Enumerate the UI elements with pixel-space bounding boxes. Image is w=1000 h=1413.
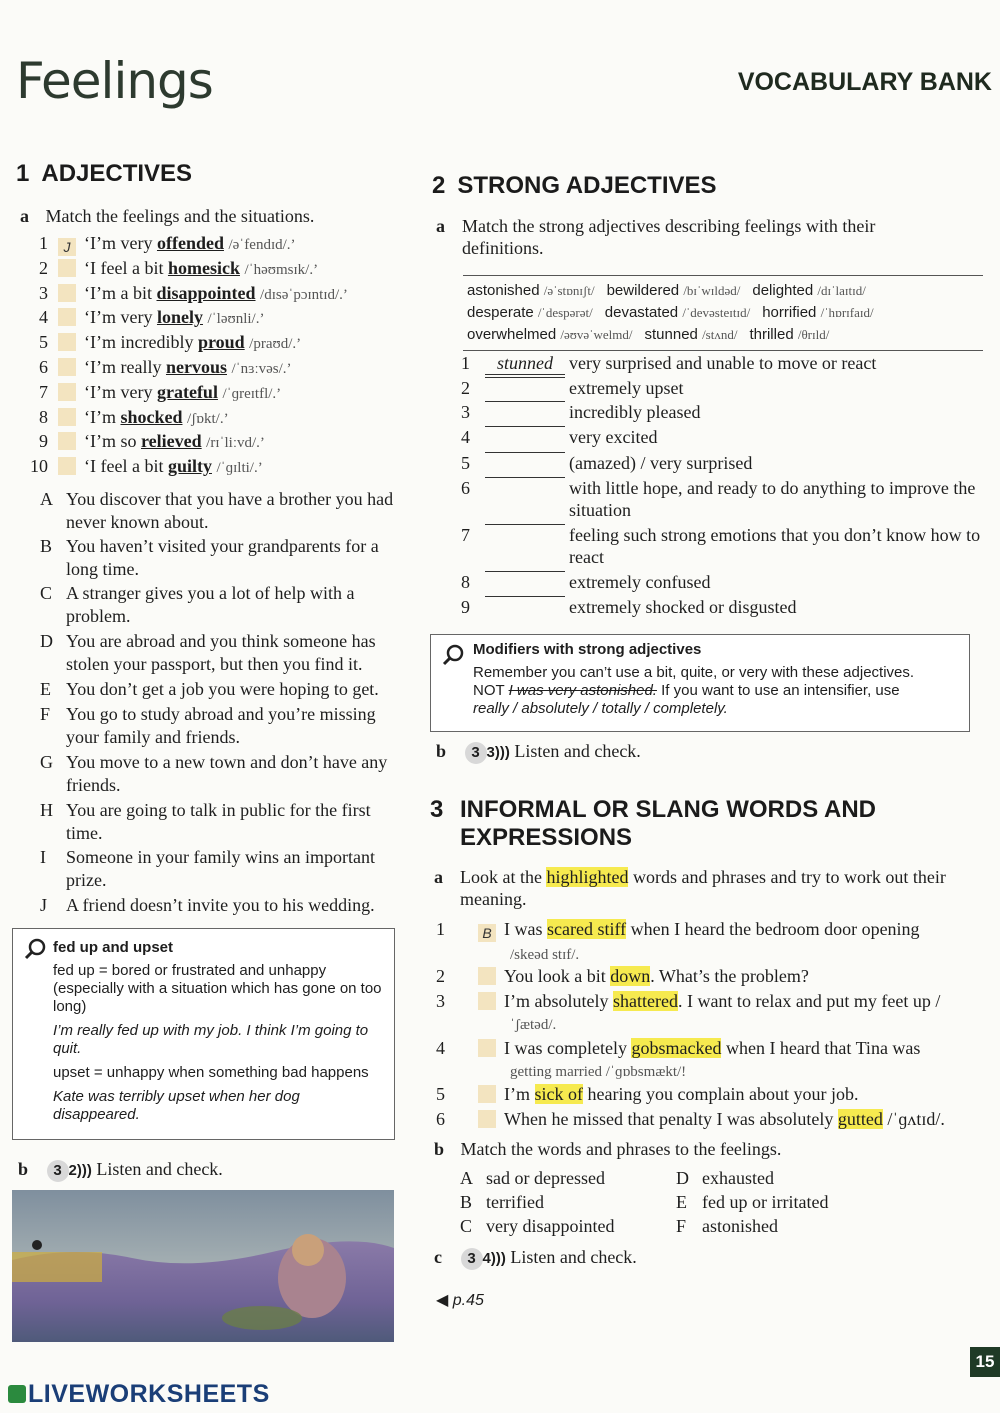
- word-bank-item: [607, 280, 741, 302]
- situation-text: A friend doesn’t invite you to his wedding.: [66, 895, 375, 915]
- note-modifiers: [430, 634, 970, 732]
- continuation-text: /skeəd stɪf/.: [510, 947, 580, 963]
- situation-item: [40, 894, 400, 917]
- slang-item: [436, 965, 976, 987]
- item-number: 1: [436, 919, 445, 939]
- feeling-item: [460, 1214, 614, 1238]
- feeling-text: fed up or irritated: [702, 1192, 829, 1212]
- pronunciation: /dɪˈlaɪtɪd/: [817, 283, 866, 298]
- magnifier-icon: [23, 937, 47, 961]
- s1-instruction-b: [18, 1158, 223, 1182]
- photo-sad-girl-field: [12, 1190, 394, 1342]
- adjective-item: [22, 331, 301, 355]
- sentence-prefix: I’m: [504, 1084, 535, 1104]
- adjective-item: [22, 406, 229, 430]
- audio-track-icon[interactable]: 3 4))): [461, 1248, 506, 1270]
- situation-text: You are going to talk in public for the first time.: [66, 800, 371, 843]
- back-arrow-icon: ◀: [436, 1292, 449, 1309]
- word-bank-item: [645, 324, 738, 346]
- feeling-letter: E: [676, 1192, 687, 1212]
- highlighted-phrase: down: [610, 966, 651, 986]
- quote-prefix: ‘I’m: [84, 406, 121, 427]
- situation-letter: J: [40, 895, 48, 915]
- highlighted-word: highlighted: [546, 867, 629, 887]
- item-number: 8: [39, 406, 48, 427]
- continuation-text: ˈʃætəd/.: [510, 1017, 557, 1033]
- instruction-text: Listen and check.: [514, 741, 641, 761]
- section-label: INFORMAL OR SLANG WORDS AND EXPRESSIONS: [460, 796, 876, 851]
- item-number: 2: [461, 378, 470, 398]
- definition-item: [461, 452, 981, 474]
- item-number: 4: [436, 1038, 445, 1058]
- bank-word: thrilled: [749, 326, 794, 343]
- instruction-text: Match the feelings and the situations.: [45, 206, 315, 226]
- adjective-item: [22, 430, 265, 454]
- situation-letter: H: [40, 800, 53, 820]
- s3-instruction-c: [434, 1246, 637, 1270]
- highlighted-phrase: scared stiff: [547, 919, 627, 939]
- item-number: 2: [436, 966, 445, 986]
- situation-text: You don’t get a job you were hoping to get.: [66, 679, 379, 699]
- feeling-text: terrified: [486, 1192, 544, 1212]
- answer-blank[interactable]: [485, 452, 565, 453]
- item-number: 2: [39, 257, 48, 278]
- situation-item: [40, 535, 400, 581]
- definition-item: [461, 352, 981, 374]
- pronunciation: /ˈdespərət/: [537, 305, 593, 320]
- answer-box[interactable]: [58, 383, 76, 401]
- situation-letter: E: [40, 679, 51, 699]
- item-number: 5: [436, 1084, 445, 1104]
- answer-blank[interactable]: [485, 401, 565, 402]
- adjective-word: offended: [156, 233, 224, 253]
- quote-prefix: ‘I’m a bit: [84, 282, 157, 303]
- word-bank: [463, 275, 983, 351]
- adjective-item: [22, 282, 348, 306]
- item-letter: c: [434, 1247, 442, 1267]
- note-title: fed up and upset: [53, 939, 173, 956]
- instruction-text: Listen and check.: [96, 1159, 223, 1179]
- adjective-word: relieved: [141, 431, 202, 452]
- sentence-suffix: hearing you complain about your job.: [583, 1084, 859, 1104]
- answer-box[interactable]: [478, 967, 496, 985]
- definition-text: (amazed) / very surprised: [569, 453, 753, 473]
- s2-instruction-a: [436, 215, 936, 259]
- quote-prefix: ‘I’m very: [84, 307, 157, 328]
- instruction-text: Match the strong adjectives describing feelings with their definitions.: [462, 216, 876, 258]
- definition-item: [461, 426, 981, 448]
- page-title: Feelings: [16, 52, 213, 110]
- item-number: 3: [436, 991, 445, 1011]
- item-number: 6: [436, 1109, 445, 1129]
- feeling-item: [676, 1166, 774, 1190]
- item-number: 1: [461, 353, 470, 373]
- quote-prefix: ‘I’m very: [84, 381, 157, 402]
- item-number: 1: [39, 233, 48, 253]
- situation-text: You move to a new town and don’t have any friends.: [66, 752, 388, 795]
- definition-item: [461, 377, 981, 399]
- situation-letter: A: [40, 489, 53, 509]
- item-number: 9: [39, 431, 48, 452]
- item-number: 4: [39, 307, 48, 328]
- pronunciation: /ˈɡreɪtfl/.’: [222, 385, 282, 402]
- pronunciation: /ˈləʊnli/.’: [207, 311, 265, 328]
- item-number: 6: [461, 478, 470, 498]
- section-label: ADJECTIVES: [41, 160, 193, 187]
- situation-text: Someone in your family wins an important prize.: [66, 847, 375, 890]
- quote-prefix: ‘I’m very: [84, 233, 157, 253]
- continuation-text: getting married /ˈɡɒbsmækt/!: [510, 1064, 687, 1080]
- definition-text: incredibly pleased: [569, 402, 701, 422]
- adjective-item: [22, 257, 318, 281]
- situation-item: [40, 846, 400, 892]
- note-fed-up-upset: [12, 928, 395, 1140]
- section-1-title: [16, 160, 192, 188]
- quote-prefix: ‘I feel a bit: [84, 456, 168, 477]
- answer-box[interactable]: B: [478, 924, 496, 942]
- sentence-suffix: /ˈɡʌtɪd/.: [882, 1109, 945, 1129]
- answer-box[interactable]: [478, 1039, 496, 1057]
- slang-item: [436, 990, 976, 1036]
- definition-text: extremely shocked or disgusted: [569, 597, 797, 617]
- situation-text: A stranger gives you a lot of help with a problem.: [66, 583, 355, 626]
- item-number: 6: [39, 357, 48, 377]
- pronunciation: /ʃɒkt/.’: [187, 410, 229, 427]
- note-example: Kate was terribly upset when her dog disappeared.: [53, 1088, 300, 1123]
- definition-text: extremely confused: [569, 572, 711, 592]
- situation-item: [40, 582, 400, 628]
- audio-track-icon[interactable]: 3 3))): [465, 742, 510, 764]
- adjective-item: [22, 232, 296, 256]
- answer-blank[interactable]: stunned: [485, 352, 565, 375]
- situation-item: [40, 630, 400, 676]
- item-number: 5: [461, 453, 470, 473]
- section-number: 1: [16, 160, 30, 187]
- continuation-line: [510, 1012, 976, 1036]
- answer-blank[interactable]: [485, 571, 565, 572]
- item-number: 4: [461, 427, 470, 447]
- pronunciation: /praʊd/.’: [249, 336, 302, 353]
- adjective-word: shocked: [120, 406, 183, 427]
- note-line: fed up = bored or frustrated and unhappy (especially with a situation which has gone on too long): [53, 962, 382, 1015]
- word-bank-item: [467, 302, 593, 324]
- item-letter: a: [20, 206, 29, 226]
- answer-box[interactable]: [58, 432, 76, 450]
- note-title: Modifiers with strong adjectives: [473, 641, 702, 658]
- slang-item: [436, 1108, 976, 1130]
- feeling-letter: C: [460, 1216, 473, 1236]
- answer-box[interactable]: [478, 992, 496, 1010]
- feeling-item: [460, 1166, 605, 1190]
- item-number: 5: [39, 332, 48, 353]
- brand-logo: LIVEWORKSHEETS: [8, 1380, 270, 1409]
- slang-item: [436, 1037, 976, 1083]
- situation-item: [40, 678, 400, 701]
- situation-letter: D: [40, 631, 53, 651]
- continuation-line: [510, 942, 976, 966]
- instruction-text: Listen and check.: [510, 1247, 637, 1267]
- slang-item: [436, 1083, 976, 1105]
- page-reference-link[interactable]: ◀ p.45: [436, 1292, 484, 1309]
- definition-item: [461, 401, 981, 423]
- item-number: 7: [461, 525, 470, 545]
- magnifier-icon: [441, 643, 465, 667]
- feeling-text: very disappointed: [486, 1216, 615, 1236]
- feeling-letter: B: [460, 1192, 473, 1212]
- feeling-item: [676, 1214, 778, 1238]
- feeling-item: [460, 1190, 544, 1214]
- word-bank-item: [605, 302, 750, 324]
- s3-instruction-b: [434, 1138, 781, 1160]
- section-2-title: [432, 172, 717, 200]
- answer-box[interactable]: [58, 333, 76, 351]
- pronunciation: /ˈhəʊmsɪk/.’: [244, 261, 319, 278]
- highlighted-phrase: gutted: [837, 1109, 883, 1129]
- adjective-item: [22, 381, 281, 405]
- situation-letter: G: [40, 752, 53, 772]
- item-letter: a: [434, 867, 443, 887]
- word-bank-item: [467, 324, 633, 346]
- word-bank-item: [749, 324, 829, 346]
- sentence-suffix: when I heard the bedroom door opening: [626, 919, 920, 939]
- adjective-item: [22, 356, 292, 380]
- definition-text: extremely upset: [569, 378, 684, 398]
- bank-word: devastated: [604, 304, 679, 321]
- sentence-suffix: when I heard that Tina was: [721, 1038, 921, 1058]
- item-number: 3: [39, 282, 48, 303]
- adjective-word: lonely: [156, 307, 203, 328]
- answer-box[interactable]: [58, 358, 76, 376]
- pronunciation: /ˈhɒrɪfaɪd/: [820, 305, 874, 320]
- definition-item: [461, 477, 981, 521]
- answer-box[interactable]: J: [58, 238, 76, 256]
- sentence-prefix: When he missed that penalty I was absolutely: [504, 1109, 838, 1129]
- pronunciation: /əʊvəˈwelmd/: [560, 327, 633, 342]
- situation-text: You go to study abroad and you’re missing your family and friends.: [66, 704, 376, 747]
- answer-box[interactable]: [58, 408, 76, 426]
- note-example: really / absolutely / totally / completely.: [473, 700, 728, 717]
- pronunciation: /ˈɡɪlti/.’: [216, 460, 263, 477]
- pronunciation: /θrɪld/: [797, 327, 830, 342]
- item-letter: a: [436, 216, 445, 236]
- page-number: 15: [970, 1347, 1000, 1377]
- word-bank-item: [467, 280, 595, 302]
- s1-instruction-a: [20, 205, 314, 227]
- quote-prefix: ‘I’m really: [84, 357, 166, 377]
- sentence-suffix: . What’s the problem?: [650, 966, 809, 986]
- feeling-item: [676, 1190, 828, 1214]
- section-heading: VOCABULARY BANK: [737, 68, 992, 96]
- definition-item: [461, 571, 981, 593]
- feeling-text: sad or depressed: [486, 1168, 605, 1188]
- pronunciation: /bɪˈwɪldəd/: [683, 283, 741, 298]
- feeling-letter: F: [676, 1216, 687, 1236]
- adjective-word: disappointed: [156, 282, 256, 303]
- continuation-line: [510, 1059, 976, 1083]
- bank-word: bewildered: [606, 282, 680, 299]
- pronunciation: /əˈfendɪd/.’: [228, 237, 296, 253]
- answer-blank[interactable]: [485, 477, 565, 478]
- pronunciation: /ˈdevəsteɪtɪd/: [682, 305, 751, 320]
- adjective-item: [22, 306, 264, 330]
- section-label: STRONG ADJECTIVES: [457, 172, 717, 199]
- definition-text: very surprised and unable to move or react: [569, 353, 877, 373]
- feeling-text: astonished: [702, 1216, 778, 1236]
- situation-letter: C: [40, 583, 53, 603]
- s2-instruction-b: [436, 740, 641, 764]
- highlighted-phrase: sick of: [534, 1084, 583, 1104]
- feeling-text: exhausted: [702, 1168, 774, 1188]
- sentence-prefix: You look a bit: [504, 966, 611, 986]
- sentence-prefix: I’m absolutely: [504, 991, 613, 1011]
- quote-prefix: ‘I’m so: [84, 431, 141, 452]
- situation-item: [40, 703, 400, 749]
- section-number: 3: [430, 796, 444, 823]
- pronunciation: /ˈnɜːvəs/.’: [231, 361, 292, 377]
- answer-blank[interactable]: [485, 524, 565, 525]
- item-number: 8: [461, 572, 470, 592]
- answer-box[interactable]: [58, 284, 76, 302]
- pronunciation: /rɪˈliːvd/.’: [206, 435, 265, 452]
- feeling-letter: D: [676, 1168, 689, 1188]
- item-number: 3: [461, 402, 470, 422]
- situation-item: [40, 488, 400, 534]
- section-number: 2: [432, 172, 446, 199]
- highlighted-phrase: shattered: [612, 991, 678, 1011]
- item-number: 7: [39, 381, 48, 402]
- adjective-word: proud: [197, 332, 245, 353]
- adjective-word: grateful: [156, 381, 218, 402]
- item-letter: b: [434, 1139, 445, 1159]
- situation-text: You discover that you have a brother you had never known about.: [66, 489, 394, 532]
- bank-word: delighted: [752, 282, 814, 299]
- answer-box[interactable]: [478, 1110, 496, 1128]
- note-example: I’m really fed up with my job. I think I’m going to quit.: [53, 1022, 369, 1057]
- answer-blank[interactable]: [485, 426, 565, 427]
- bank-word: stunned: [644, 326, 698, 343]
- situation-text: You haven’t visited your grandparents for a long time.: [66, 536, 379, 579]
- item-number: 9: [461, 597, 470, 617]
- definition-text: with little hope, and ready to do anything to improve the situation: [569, 478, 976, 520]
- pronunciation: /stʌnd/: [702, 327, 738, 342]
- definition-item: [461, 596, 981, 618]
- logo-icon: [8, 1385, 26, 1403]
- answer-blank[interactable]: [485, 377, 565, 378]
- bank-word: astonished: [467, 282, 540, 299]
- answer-box[interactable]: [58, 259, 76, 277]
- item-letter: b: [18, 1159, 29, 1179]
- note-line: Remember you can’t use a bit, quite, or very with these adjectives.: [473, 664, 915, 681]
- quote-prefix: ‘I’m incredibly: [84, 332, 198, 353]
- definition-text: very excited: [569, 427, 658, 447]
- answer-box[interactable]: [58, 457, 76, 475]
- quote-prefix: ‘I feel a bit: [84, 257, 168, 278]
- definition-item: [461, 524, 981, 568]
- adjective-item: [22, 455, 263, 479]
- word-bank-item: [762, 302, 873, 324]
- bank-word: overwhelmed: [467, 326, 557, 343]
- answer-box[interactable]: [58, 308, 76, 326]
- slang-item: [436, 918, 976, 966]
- adjective-word: homesick: [167, 257, 240, 278]
- sentence-suffix: . I want to relax and put my feet up /: [677, 991, 941, 1011]
- adjective-word: guilty: [167, 456, 212, 477]
- item-letter: b: [436, 741, 447, 761]
- situation-letter: B: [40, 536, 53, 556]
- pronunciation: /dɪsəˈpɔɪntɪd/.’: [260, 286, 348, 303]
- instruction-text: Match the words and phrases to the feelings.: [460, 1139, 782, 1159]
- situation-item: [40, 799, 400, 845]
- highlighted-phrase: gobsmacked: [631, 1038, 722, 1058]
- answer-blank[interactable]: [485, 596, 565, 597]
- audio-track-icon[interactable]: 3 2))): [47, 1160, 92, 1182]
- s3-instruction-a: a Look at the highlighted words and phrases and try to work out their meaning.: [434, 867, 946, 909]
- situation-text: You are abroad and you think someone has stolen your passport, but then you find it.: [66, 631, 376, 674]
- situation-letter: F: [40, 704, 51, 724]
- definition-text: feeling such strong emotions that you don’t know how to react: [569, 525, 981, 567]
- adjective-word: nervous: [165, 357, 227, 377]
- item-number: 10: [30, 456, 48, 477]
- sentence-prefix: I was completely: [504, 1038, 632, 1058]
- situation-letter: I: [40, 847, 46, 867]
- bank-word: desperate: [467, 304, 534, 321]
- note-line: upset = unhappy when something bad happens: [53, 1064, 369, 1081]
- section-3-title: [430, 796, 890, 852]
- word-bank-item: [752, 280, 865, 302]
- bank-word: horrified: [762, 304, 817, 321]
- answer-box[interactable]: [478, 1085, 496, 1103]
- feeling-letter: A: [460, 1168, 473, 1188]
- note-line: NOT I was very astonished. If you want to use an intensifier, use: [473, 682, 900, 699]
- pronunciation: /əˈstɒnɪʃt/: [543, 283, 595, 298]
- situation-item: [40, 751, 400, 797]
- sentence-prefix: I was: [504, 919, 547, 939]
